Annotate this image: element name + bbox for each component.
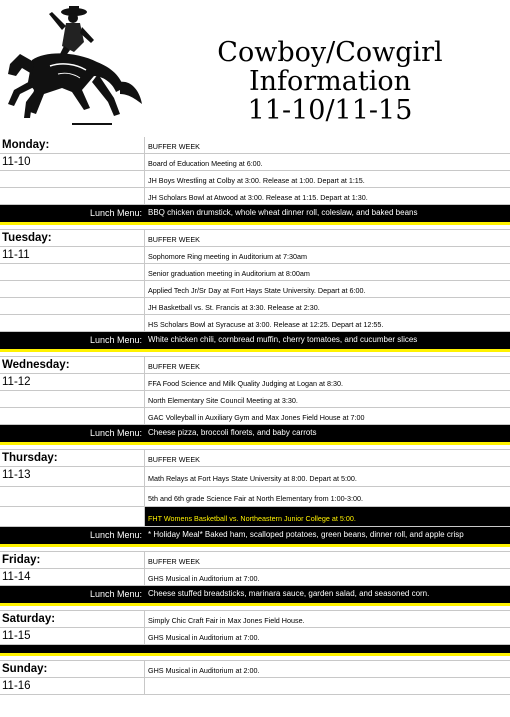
bucking-bronco-logo-icon	[2, 2, 147, 134]
lunch-menu: White chicken chili, cornbread muffin, cherry tomatoes, and cucumber slices	[148, 335, 418, 344]
lunch-row	[0, 586, 510, 603]
day-row	[0, 247, 510, 264]
title-line-1: Cowboy/Cowgirl	[217, 37, 443, 68]
event-cell: Sophomore Ring meeting in Auditorium at 7:30am	[148, 252, 308, 261]
day-name: Wednesday:	[0, 357, 145, 373]
event-cell: GHS Musical in Auditorium at 7:00.	[148, 574, 260, 583]
day-row	[0, 391, 510, 408]
day-row	[0, 154, 510, 171]
day-row	[0, 408, 510, 425]
day-date: 11-10	[0, 154, 145, 170]
day-row	[0, 507, 510, 527]
event-cell: BUFFER WEEK	[148, 142, 200, 151]
event-cell: JH Boys Wrestling at Colby at 3:00. Release at 1:00. Depart at 1:15.	[148, 176, 365, 185]
day-row	[0, 230, 510, 247]
day-row	[0, 628, 510, 645]
day-date: 11-15	[0, 628, 145, 644]
lunch-menu: Cheese pizza, broccoli florets, and baby carrots	[148, 428, 317, 437]
event-cell: JH Scholars Bowl at Atwood at 3:00. Release at 1:15. Depart at 1:30.	[148, 193, 368, 202]
day-row	[0, 357, 510, 374]
lunch-label: Lunch Menu:	[89, 530, 142, 540]
event-cell: Senior graduation meeting in Auditorium at 8:00am	[148, 269, 310, 278]
day-name: Thursday:	[0, 450, 145, 466]
lunch-menu: * Holiday Meal* Baked ham, scalloped potatoes, green beans, dinner roll, and apple crisp	[148, 530, 464, 539]
event-cell: BUFFER WEEK	[148, 235, 200, 244]
day-date: 11-13	[0, 467, 145, 486]
day-name: Tuesday:	[0, 230, 145, 246]
schedule-table	[0, 137, 510, 695]
day-date: 11-14	[0, 569, 145, 585]
lunch-row	[0, 527, 510, 544]
lunch-label: Lunch Menu:	[89, 589, 142, 599]
event-cell: Applied Tech Jr/Sr Day at Fort Hays State University. Depart at 6:00.	[148, 286, 366, 295]
event-cell: Board of Education Meeting at 6:00.	[148, 159, 263, 168]
day-name: Friday:	[0, 552, 145, 568]
event-cell: JH Basketball vs. St. Francis at 3:30. Release at 2:30.	[148, 303, 320, 312]
day-row	[0, 298, 510, 315]
day-date: 11-16	[0, 678, 145, 694]
event-cell: HS Scholars Bowl at Syracuse at 3:00. Release at 12:25. Depart at 12:55.	[148, 320, 384, 329]
event-cell: GHS Musical in Auditorium at 7:00.	[148, 633, 260, 642]
day-row	[0, 678, 510, 695]
day-row	[0, 171, 510, 188]
day-row	[0, 137, 510, 154]
event-cell-highlighted: FHT Womens Basketball vs. Northeastern Junior College at 5:00.	[145, 507, 510, 526]
lunch-menu: BBQ chicken drumstick, whole wheat dinner roll, coleslaw, and baked beans	[148, 208, 418, 217]
event-cell: Math Relays at Fort Hays State University at 8:00. Depart at 5:00.	[148, 474, 357, 483]
event-cell: GAC Volleyball in Auxiliary Gym and Max Jones Field House at 7:00	[148, 413, 365, 422]
event-cell: Simply Chic Craft Fair in Max Jones Field House.	[148, 616, 305, 625]
event-cell: North Elementary Site Council Meeting at 3:30.	[148, 396, 298, 405]
day-name: Saturday:	[0, 611, 145, 627]
day-row	[0, 315, 510, 332]
lunch-label: Lunch Menu:	[89, 335, 142, 345]
day-date: 11-11	[0, 247, 145, 263]
title-line-3: 11-10/11-15	[247, 95, 413, 126]
day-row	[0, 450, 510, 467]
day-row	[0, 281, 510, 298]
event-cell: FFA Food Science and Milk Quality Judging at Logan at 8:30.	[148, 379, 343, 388]
event-cell: BUFFER WEEK	[148, 455, 200, 464]
lunch-label: Lunch Menu:	[89, 208, 142, 218]
day-row	[0, 661, 510, 678]
day-row	[0, 552, 510, 569]
lunch-row	[0, 425, 510, 442]
day-row	[0, 374, 510, 391]
day-date: 11-12	[0, 374, 145, 390]
lunch-label: Lunch Menu:	[89, 428, 142, 438]
lunch-menu: Cheese stuffed breadsticks, marinara sauce, garden salad, and seasoned corn.	[148, 589, 430, 598]
header	[0, 0, 510, 137]
event-cell: 5th and 6th grade Science Fair at North Elementary from 1:00-3:00.	[148, 494, 363, 503]
day-row	[0, 487, 510, 507]
event-cell: GHS Musical in Auditorium at 2:00.	[148, 666, 260, 675]
title-line-2: Information	[248, 66, 412, 97]
event-cell: BUFFER WEEK	[148, 557, 200, 566]
day-row	[0, 467, 510, 487]
lunch-row	[0, 205, 510, 222]
day-row	[0, 569, 510, 586]
page-title	[200, 38, 460, 125]
day-name: Sunday:	[0, 661, 145, 677]
day-row	[0, 188, 510, 205]
day-row	[0, 264, 510, 281]
event-cell: BUFFER WEEK	[148, 362, 200, 371]
lunch-row	[0, 332, 510, 349]
day-name: Monday:	[0, 137, 145, 153]
lunch-row-empty	[0, 645, 510, 653]
day-row	[0, 611, 510, 628]
